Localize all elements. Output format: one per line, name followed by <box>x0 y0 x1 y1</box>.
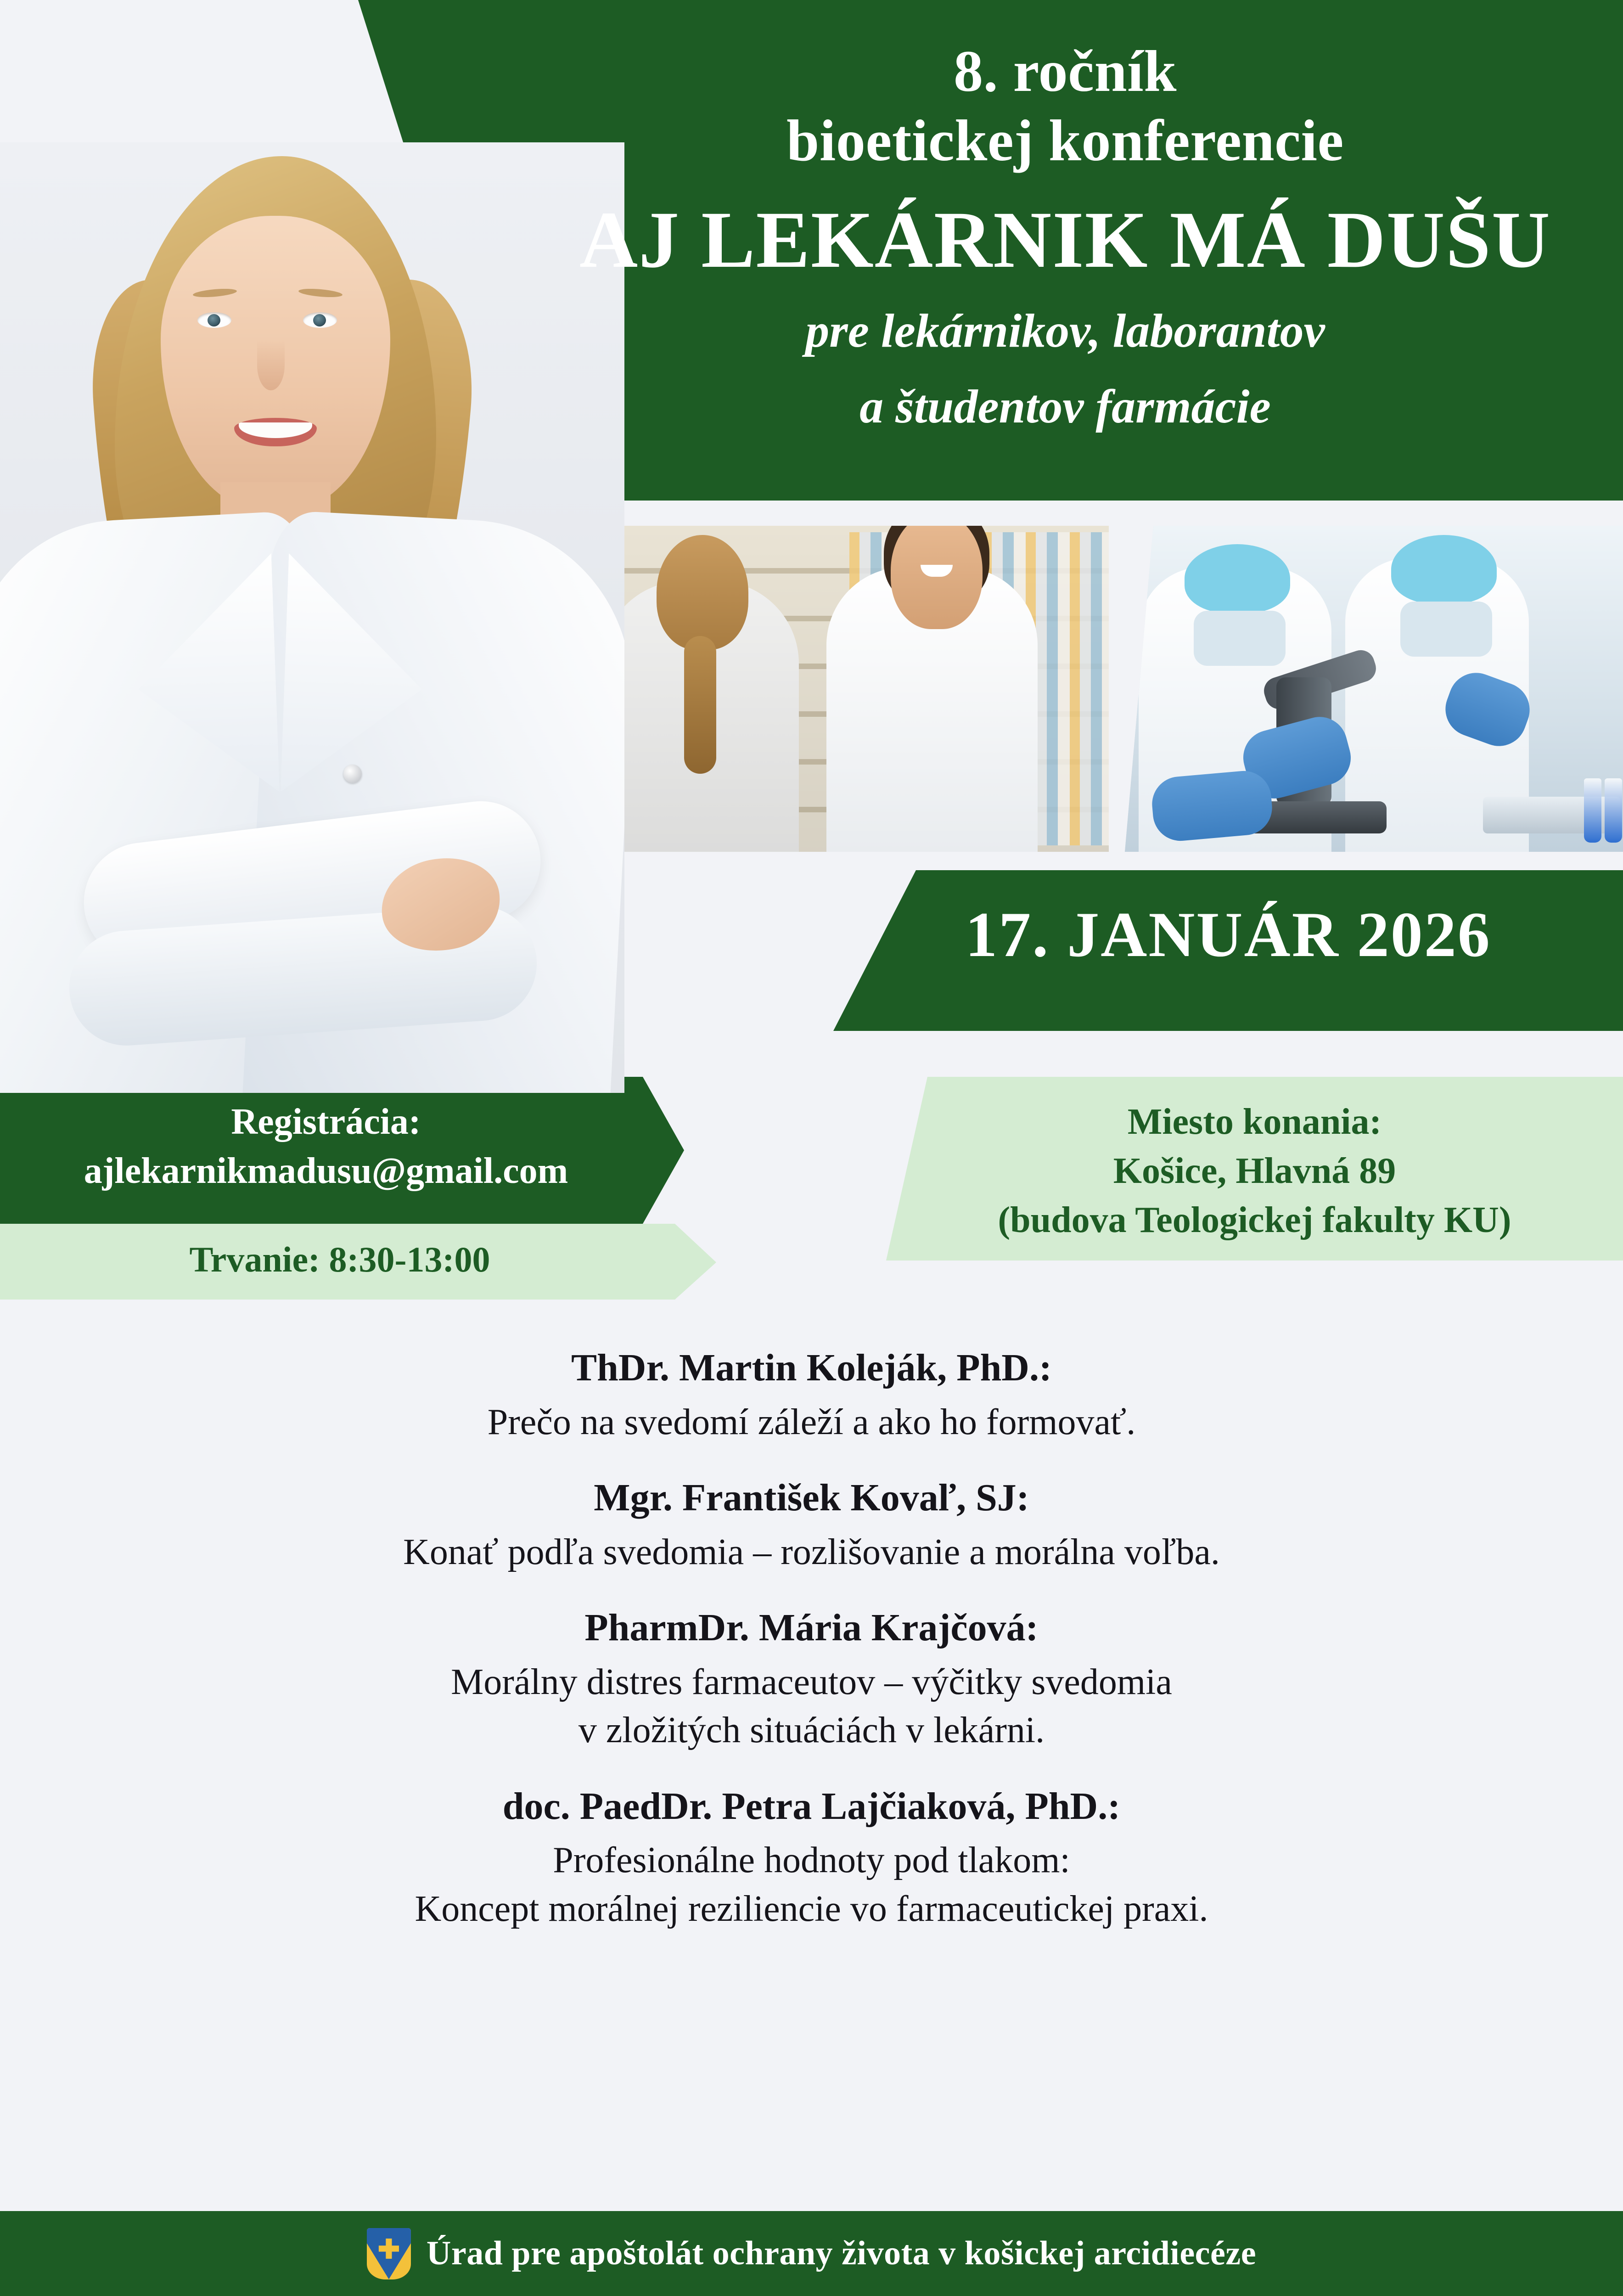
pharmacist-portrait-photo <box>0 142 624 1093</box>
portrait-eye-left <box>197 312 231 328</box>
talk-topic-line: Prečo na svedomí záleží a ako ho formovať. <box>487 1401 1136 1442</box>
venue-label: Miesto konania: <box>1127 1102 1382 1142</box>
duration-text: Trvanie: 8:30-13:00 <box>189 1239 490 1279</box>
program-list <box>83 1343 1540 1960</box>
edition-line-1: 8. ročník <box>954 39 1177 104</box>
pharmacy-pharmacist-head <box>891 526 983 629</box>
speaker-name: ThDr. Martin Koleják, PhD.: <box>571 1346 1052 1389</box>
pharmacy-customer <box>601 581 799 852</box>
pharmacy-customer-head <box>657 535 748 650</box>
event-date: 17. JANUÁR 2026 <box>965 899 1491 970</box>
venue-address: Košice, Hlavná 89 <box>1113 1151 1396 1192</box>
talk-topic-line: v zložitých situáciách v lekárni. <box>578 1710 1045 1751</box>
pharmacy-customer-ponytail <box>684 636 716 774</box>
talk-topic-line: Morálny distres farmaceutov – výčitky svedomia <box>451 1661 1172 1702</box>
portrait-coat-button <box>343 765 362 783</box>
edition-line-2: bioetickej konferencie <box>786 108 1344 174</box>
registration-label: Registrácia: <box>231 1102 421 1142</box>
registration-text-block <box>0 1097 652 1196</box>
lab-mask-1 <box>1194 611 1286 666</box>
talk-topic-line: Profesionálne hodnoty pod tlakom: <box>553 1840 1070 1881</box>
list-item <box>83 1473 1540 1576</box>
registration-email[interactable]: ajlekarnikmadusu@gmail.com <box>84 1151 568 1192</box>
speaker-name: doc. PaedDr. Petra Lajčiaková, PhD.: <box>502 1784 1121 1828</box>
venue-building: (budova Teologickej fakulty KU) <box>998 1200 1511 1241</box>
header-text-block <box>533 37 1598 437</box>
page-title: AJ LEKÁRNIK MÁ DUŠU <box>579 195 1551 285</box>
list-item <box>83 1343 1540 1446</box>
list-item <box>83 1782 1540 1934</box>
talk-topic-line: Konať podľa svedomia – rozlišovanie a morálna voľba. <box>403 1531 1220 1572</box>
audience-line-1: pre lekárnikov, laborantov <box>805 304 1325 358</box>
secondary-photo-row <box>533 526 1623 852</box>
talk-topic-line: Koncept morálnej reziliencie vo farmaceutickej praxi. <box>415 1889 1208 1930</box>
lab-cap-1 <box>1185 544 1290 613</box>
speaker-name: Mgr. František Kovaľ, SJ: <box>594 1476 1029 1519</box>
organizer-name: Úrad pre apoštolát ochrany života v košickej arcidiecéze <box>426 2234 1257 2272</box>
audience-line-2: a študentov farmácie <box>859 380 1271 433</box>
pharmacy-pharmacist <box>826 567 1038 852</box>
lab-test-tube-2 <box>1605 778 1622 843</box>
cross-icon: ✚ <box>377 2234 400 2264</box>
lab-cap-2 <box>1391 535 1497 604</box>
shield-icon <box>367 2228 411 2279</box>
footer-bar <box>0 2211 1623 2296</box>
lab-test-tube-1 <box>1584 778 1601 843</box>
list-item <box>83 1603 1540 1755</box>
venue-text-block <box>886 1097 1623 1245</box>
laboratory-microscope-photo <box>1125 526 1623 852</box>
portrait-eye-right <box>303 312 337 328</box>
speaker-name: PharmDr. Mária Krajčová: <box>584 1606 1039 1649</box>
lab-mask-2 <box>1400 602 1492 657</box>
portrait-nose <box>257 340 285 390</box>
lab-glove-3 <box>1150 769 1274 843</box>
